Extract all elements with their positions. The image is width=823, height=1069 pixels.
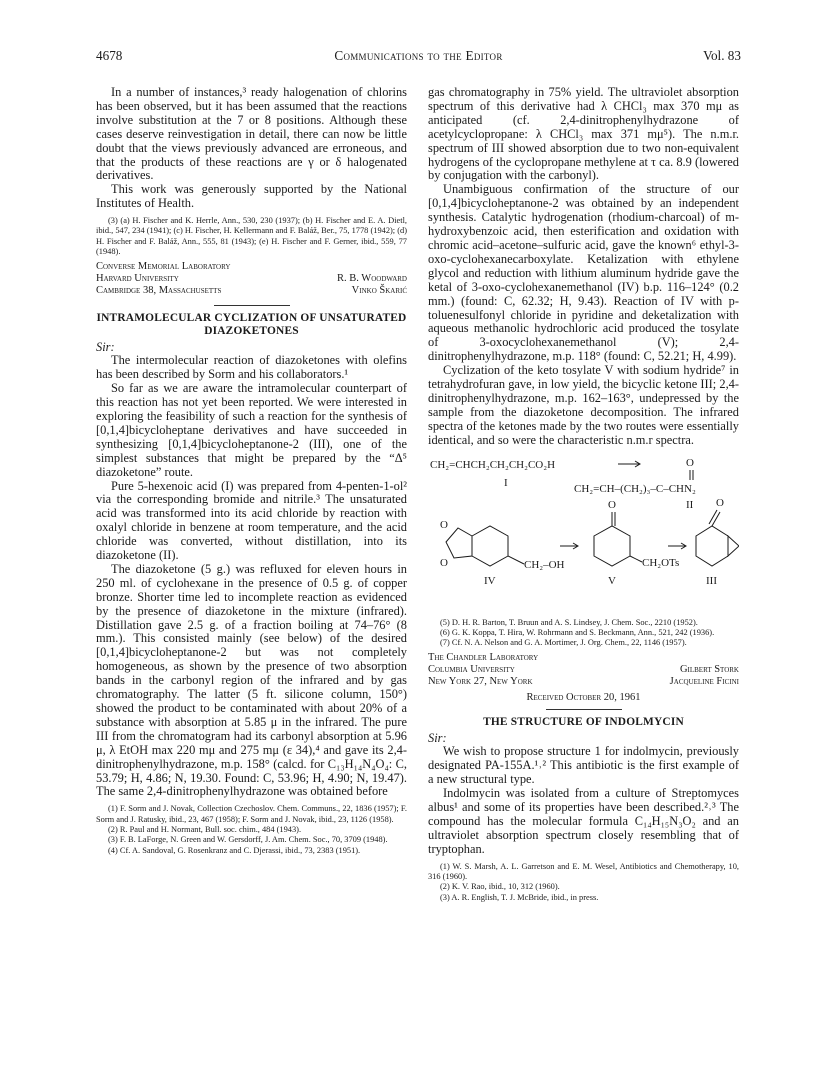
compound-iv-label: IV (484, 574, 496, 587)
author-name: Jacqueline Ficini (669, 676, 739, 688)
author-name: Vinko Škarić (351, 285, 407, 297)
compound-ii-formula: CH₂=CH–(CH₂)₃–C–CHN₂ (574, 482, 696, 495)
body-paragraph: Indolmycin was isolated from a culture of Streptomyces albus¹ and some of its properties have been described.²˒³ The compound has the molecular formula C₁₄H₁₅N₃O₂ and an ultraviolet absorption spectrum closely resembling that of tryptophan. (428, 786, 739, 856)
chlorins-paragraph: In a number of instances,³ ready halogenation of chlorins has been observed, but it has been assumed that the reactions involve substitution at the 7 or 8 positions. Although these cases deserve reinvestigation in detail, there can now be little doubt that the views previously advanced are erroneous, and that the products of these reactions are γ or δ halogenated derivatives. (96, 85, 407, 183)
footnote: (6) G. K. Koppa, T. Hira, W. Rohrmann and S. Beckmann, Ann., 521, 242 (1936). (440, 627, 715, 637)
cyclohexane-ring-v (594, 526, 630, 566)
running-header (96, 48, 741, 68)
ketal-oxygen: O (440, 518, 448, 531)
footnote: (2) K. V. Rao, ibid., 10, 312 (1960). (440, 882, 560, 892)
v-oxygen: O (608, 498, 616, 511)
left-column (96, 86, 407, 856)
body-paragraph: The intermolecular reaction of diazoketones with olefins has been described by Sorm and his collaborators.¹ (96, 353, 407, 382)
footnote: (7) Cf. N. A. Nelson and G. A. Mortimer, J. Org. Chem., 22, 1146 (1957). (440, 638, 687, 648)
address-line: Harvard University (96, 273, 179, 285)
author-address-block (96, 261, 407, 299)
compound-ii-label: II (686, 498, 694, 511)
footnote: (3) F. B. LaForge, N. Green and W. Gersdorff, J. Am. Chem. Soc., 70, 3709 (1948). (108, 835, 388, 845)
address-line: Cambridge 38, Massachusetts (96, 285, 222, 297)
dioxolane-ring (446, 528, 472, 558)
iii-oxygen: O (716, 496, 724, 509)
author-name: Gilbert Stork (679, 664, 739, 676)
salutation: Sir: (428, 731, 447, 746)
ketal-oxygen: O (440, 556, 448, 569)
scheme-drawing (428, 454, 739, 614)
footnote: (4) Cf. A. Sandoval, G. Rosenkranz and C. Djerassi, ibid., 73, 2383 (1951). (108, 845, 361, 855)
running-title: Communications to the Editor (334, 48, 503, 63)
body-paragraph: Cyclization of the keto tosylate V with sodium hydride⁷ in tetrahydrofuran gave, in low yield, the bicyclic ketone III; 2,4-dinitrophenylhydrazone, m.p. 162–163°, undepressed by the sample from the diazoketone decomposition. The infrared spectra of the ketones made by the two routes were essentially identical, and so were the characteristic n.m.r spectra. (428, 363, 739, 447)
body-paragraph: Pure 5-hexenoic acid (I) was prepared from 4-penten-1-ol² via the corresponding bromide and nitrile.³ The unsaturated acid was transformed into its acid chloride by reaction with oxalyl chloride in benzene at room temperature, and the acid chloride was converted, without distillation, into its diazoketone (II). (96, 478, 407, 563)
section-divider (546, 709, 622, 710)
footnote: (3) A. R. English, T. J. McBride, ibid., in press. (440, 892, 599, 902)
section-divider (214, 305, 290, 306)
salutation: Sir: (96, 340, 115, 355)
bicyclic-ring-iii (696, 526, 728, 566)
author-name: R. B. Woodward (336, 273, 407, 285)
body-paragraph: Unambiguous confirmation of the structure of our [0,1,4]bicycloheptanone-2 was obtained by an independent synthesis. Catalytic hydrogenation (rhodium-charcoal) of m-hydroxybenzoic acid, then esterification and oxidation with chromic acid–acetone–sulfuric acid, gave the known⁶ ethyl-3-oxo-cyclohexanecarboxylate. Ketalization with ethylene glycol and reduction with lithium aluminum hydride gave the ketal of 3-oxo-cyclohexanemethanol (IV) b.p. 116–124° (0.2 mm.) (found: C, 62.32; H, 9.43). Reaction of IV with p-toluenesulfonyl chloride in pyridine and deketalization with aqueous methanolic hydrochloric acid produced the tosylate of 3-oxocyclohexanemethanol (V); 2,4-dinitrophenylhydrazone, m.p. 118° (found: C, 52.21; H, 4.99). (428, 182, 739, 364)
iv-substituent: CH₂–OH (524, 558, 565, 571)
volume-label: Vol. 83 (703, 48, 741, 63)
compound-i-formula: CH₂=CHCH₂CH₂CH₂CO₂H (430, 458, 556, 471)
address-line: New York 27, New York (428, 676, 533, 688)
footnote: (1) W. S. Marsh, A. L. Garretson and E. M. Wesel, Antibiotics and Chemotherapy, 10, 316 (1960). (428, 861, 739, 881)
body-paragraph: We wish to propose structure 1 for indolmycin, previously designated PA-155A.¹˒² This antibiotic is the first example of a new structural type. (428, 744, 739, 787)
address-line: Converse Memorial Laboratory (96, 261, 231, 273)
body-paragraph: gas chromatography in 75% yield. The ultraviolet absorption spectrum of this derivative had λ CHCl₃ max 370 mμ as anticipated (cf. 2,4-dinitrophenylhydrazone of acetylcyclopropane: λ CHCl₃ max 371 mμ⁵). The n.m.r. spectrum of III showed absorption due to two non-equivalent hydrogens of the cyclopropane methylene at τ ca. 8.9 (lowered by conjugation with the carbonyl). (428, 85, 739, 183)
reaction-scheme (428, 454, 739, 614)
footnote: (5) D. H. R. Barton, T. Bruun and A. S. Lindsey, J. Chem. Soc., 2210 (1952). (440, 617, 698, 627)
compound-i-label: I (504, 476, 508, 489)
compound-v-label: V (608, 574, 616, 587)
address-line: The Chandler Laboratory (428, 652, 539, 664)
footnote: (3) (a) H. Fischer and K. Herrle, Ann., 530, 230 (1937); (b) H. Fischer and E. A. Dietl, ibid., 547, 234 (1941); (c) H. Fischer, H. Kellermann and F. Baláž, Ber., 75, 1778 (1942); (d) H. Fischer and F. Baláž, Ann., 555, 81 (1943); (e) H. Fischer and F. Gerner, ibid., 559, 77 (1948). (96, 216, 407, 257)
body-paragraph: So far as we are aware the intramolecular counterpart of this reaction has not yet been reported. We were interested in exploring the feasibility of such a reaction for the synthesis of [0,1,4]bicycloheptane derivatives and have succeeded in synthesizing [0,1,4]bicycloheptanone-2 (III), one of the simplest substances that might be prepared by the “Δ⁵ diazoketone” route. (96, 381, 407, 479)
carbonyl-oxygen: O (686, 456, 694, 469)
author-address-block (428, 652, 739, 690)
page-number: 4678 (96, 48, 123, 63)
compound-iii-label: III (706, 574, 717, 587)
article-title: THE STRUCTURE OF INDOLMYCIN (483, 716, 684, 729)
acknowledgment: This work was generously supported by the National Institutes of Health. (96, 182, 407, 211)
received-date: Received October 20, 1961 (526, 692, 641, 704)
body-paragraph: The diazoketone (5 g.) was refluxed for eleven hours in 250 ml. of cyclohexane in the presence of 0.5 g. of copper bronze. Shorter time led to incomplete reaction as evidenced by the presence of diazoketone in the mixture (infrared). Distillation gave 2.5 g. of a fraction boiling at 74–76° (8 mm.). This consisted mainly (see below) of the desired [0,1,4]bicycloheptanone-2 but was not completely homogeneous, as shown by the presence of two absorption bands in the carbonyl region of the infrared and by gas chromatography. The latter (5 ft. silicone column, 150°) showed the product to be contaminated with about 20% of a substance with absorption at 5.85 μ in the infrared. The pure III from the chromatogram had its carbonyl absorption at 5.96 μ, λ EtOH max 220 mμ and 275 mμ (ε 34),⁴ and gave its 2,4-dinitrophenylhydrazone, m.p. 158° (calcd. for C₁₃H₁₄N₄O₄: C, 53.79; H, 4.86; N, 19.30. Found: C, 53.96; H, 4.90; N, 19.47). The same 2,4-dinitrophenylhydrazone was obtained before (96, 561, 407, 799)
footnote: (1) F. Sorm and J. Novak, Collection Czechoslov. Chem. Communs., 22, 1836 (1957); F. Sorm and J. Ratusky, ibid., 23, 467 (1958); F. Sorm and J. Novak, ibid., 23, 1126 (1958). (96, 804, 407, 824)
footnote: (2) R. Paul and H. Normant, Bull. soc. chim., 484 (1943). (108, 824, 302, 834)
article-title: INTRAMOLECULAR CYCLIZATION OF UNSATURATED DIAZOKETONES (96, 312, 407, 338)
right-column (428, 86, 739, 903)
address-line: Columbia University (428, 664, 515, 676)
v-substituent: CH₂OTs (642, 556, 680, 569)
cyclohexane-ring-iv (472, 526, 508, 566)
